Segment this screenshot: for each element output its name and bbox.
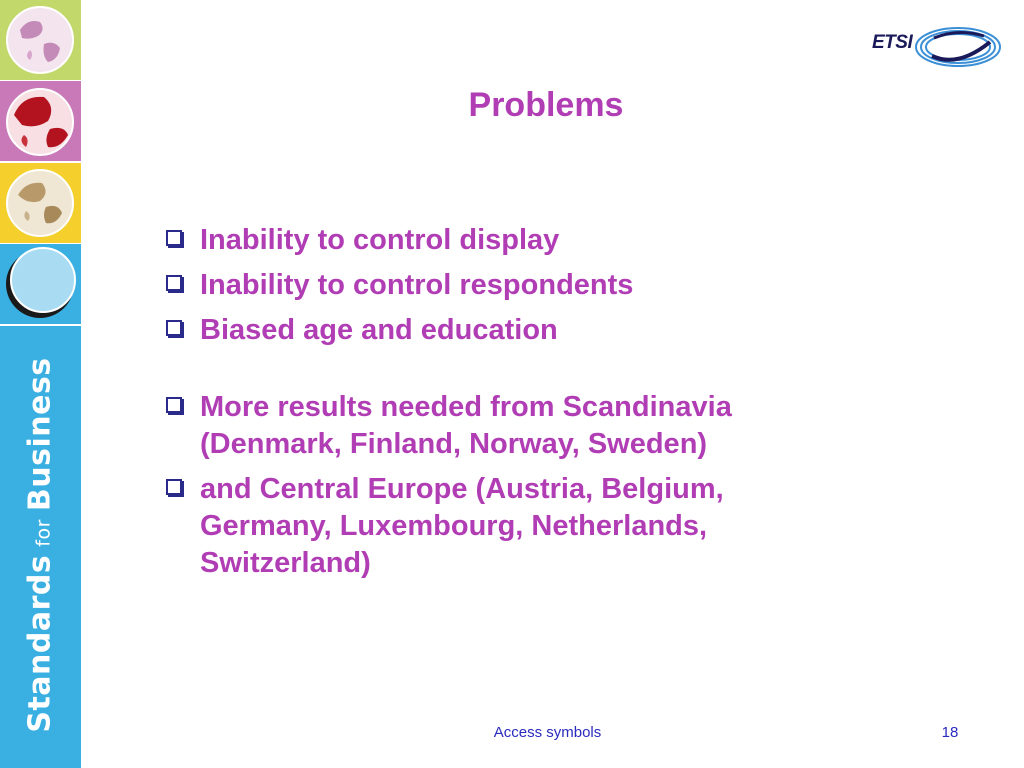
hollow-square-bullet-icon — [166, 479, 182, 495]
bullet-line: (Denmark, Finland, Norway, Sweden) — [200, 428, 708, 460]
sidebar-word-standards: Standards — [22, 554, 58, 733]
etsi-logo-icon — [872, 24, 1004, 70]
bullet-line: More results needed from Scandinavia — [200, 391, 732, 423]
hollow-square-bullet-icon — [166, 230, 182, 246]
bullet-line: Inability to control display — [200, 224, 560, 256]
globe-icon — [0, 0, 81, 80]
bullet-line: Switzerland) — [200, 547, 371, 579]
bullet-line: and Central Europe (Austria, Belgium, — [200, 473, 724, 505]
bullet-item — [160, 471, 860, 582]
bullet-item — [160, 222, 860, 259]
globe-icon — [0, 81, 81, 161]
sidebar-word-for: for — [32, 519, 55, 547]
logo-text: ETSI — [872, 32, 913, 53]
tile-divider — [0, 324, 81, 326]
sidebar — [0, 0, 81, 768]
footer-text: Access symbols — [493, 724, 602, 741]
globe-tile-blue — [0, 244, 81, 324]
bullet-item — [160, 267, 860, 304]
bullet-line: Biased age and education — [200, 314, 558, 346]
globe-icon — [0, 244, 81, 324]
globe-tile-green — [0, 0, 81, 80]
bullet-item — [160, 312, 860, 349]
globe-tile-purple — [0, 81, 81, 161]
globe-tile-yellow — [0, 163, 81, 243]
hollow-square-bullet-icon — [166, 275, 182, 291]
slide-title: Problems — [468, 86, 624, 124]
etsi-logo — [872, 24, 1004, 70]
page-number: 18 — [941, 724, 959, 741]
sidebar-word-business: Business — [22, 357, 58, 512]
hollow-square-bullet-icon — [166, 397, 182, 413]
bullet-line: Germany, Luxembourg, Netherlands, — [200, 510, 708, 542]
bullet-line: Inability to control respondents — [200, 269, 634, 301]
sidebar-tagline — [23, 357, 58, 732]
bullet-list — [160, 222, 860, 590]
hollow-square-bullet-icon — [166, 320, 182, 336]
globe-icon — [0, 163, 81, 243]
bullet-item — [160, 389, 860, 463]
